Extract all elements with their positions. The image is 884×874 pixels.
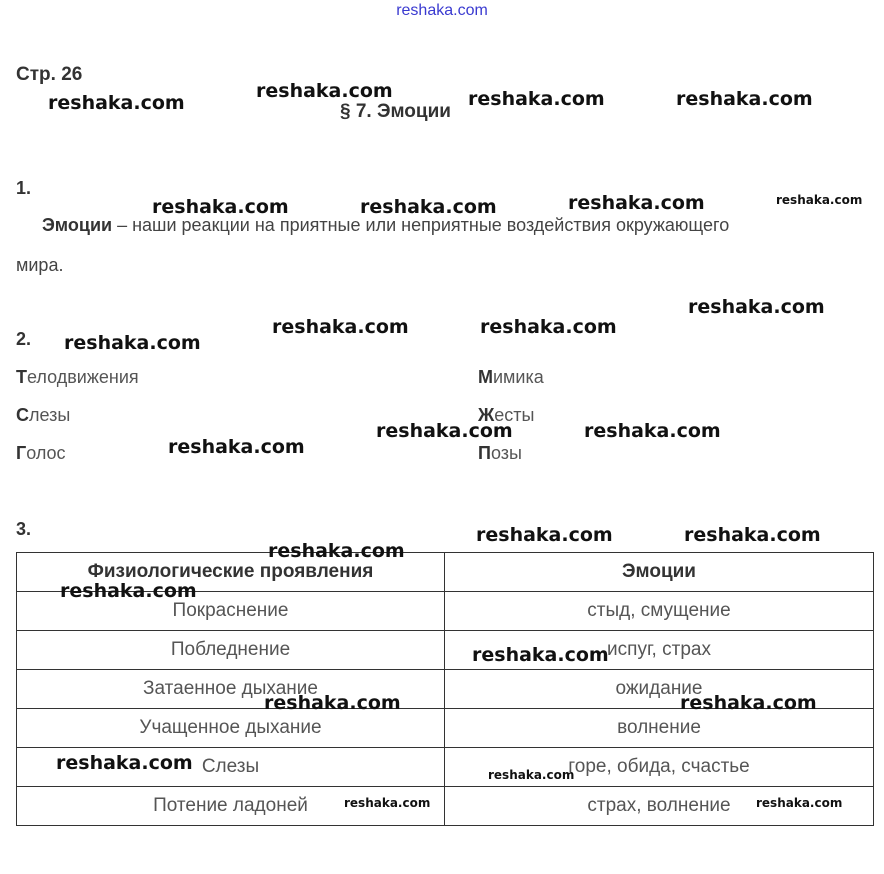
section-title: § 7. Эмоции (340, 101, 451, 122)
question-3-number: 3. (16, 519, 32, 539)
physiological-cell: Побледнение (17, 631, 445, 670)
watermark: reshaka.com (48, 92, 185, 114)
emotion-cell: горе, обида, счастье (445, 748, 874, 787)
watermark: reshaka.com (756, 796, 843, 810)
watermark: reshaka.com (256, 80, 393, 102)
watermark: reshaka.com (264, 692, 401, 714)
watermark: reshaka.com (480, 316, 617, 338)
header-emotions: Эмоции (445, 553, 874, 592)
watermark: reshaka.com (488, 768, 575, 782)
list-item: Мимика (478, 367, 544, 387)
list-item: Голос (16, 443, 66, 463)
watermark: reshaka.com (472, 644, 609, 666)
watermark: reshaka.com (688, 296, 825, 318)
physiological-cell: Затаенное дыхание (17, 670, 445, 709)
emotion-cell: испуг, страх (445, 631, 874, 670)
watermark: reshaka.com (584, 420, 721, 442)
physiological-cell: Покраснение (17, 592, 445, 631)
emotion-cell: страх, волнение (445, 787, 874, 826)
list-item: Телодвижения (16, 367, 139, 387)
table-row (17, 787, 874, 826)
emotion-cell: волнение (445, 709, 874, 748)
watermark: reshaka.com (344, 796, 431, 810)
table-row (17, 631, 874, 670)
watermark: reshaka.com (684, 524, 821, 546)
physiological-cell: Потение ладоней (17, 787, 445, 826)
definition-end: мира. (16, 255, 64, 275)
physiological-cell: Учащенное дыхание (17, 709, 445, 748)
watermark: reshaka.com (64, 332, 201, 354)
list-item: Слезы (16, 405, 71, 425)
list-item: Жесты (478, 405, 535, 425)
site-link[interactable]: reshaka.com (396, 2, 488, 19)
watermark: reshaka.com (360, 196, 497, 218)
definition-text: – наши реакции на приятные или неприятные воздействия окружающего (112, 215, 730, 235)
watermark: reshaka.com (376, 420, 513, 442)
header-physiological: Физиологические проявления (17, 553, 445, 592)
watermark: reshaka.com (476, 524, 613, 546)
question-1-number: 1. (16, 178, 32, 198)
list-item: Позы (478, 443, 522, 463)
watermark: reshaka.com (152, 196, 289, 218)
question-2-number: 2. (16, 329, 32, 349)
definition-line (42, 215, 729, 236)
watermark: reshaka.com (272, 316, 409, 338)
watermark: reshaka.com (680, 692, 817, 714)
watermark: reshaka.com (168, 436, 305, 458)
page-number: Стр. 26 (16, 64, 83, 85)
watermark: reshaka.com (776, 193, 863, 207)
watermark: reshaka.com (56, 752, 193, 774)
emotion-term: Эмоции (42, 215, 113, 235)
watermark: reshaka.com (60, 580, 197, 602)
watermark: reshaka.com (568, 192, 705, 214)
emotion-cell: ожидание (445, 670, 874, 709)
table-row (17, 709, 874, 748)
emotion-cell: стыд, смущение (445, 592, 874, 631)
watermark: reshaka.com (268, 540, 405, 562)
watermark: reshaka.com (676, 88, 813, 110)
physiological-cell: Слезы (17, 748, 445, 787)
watermark: reshaka.com (468, 88, 605, 110)
